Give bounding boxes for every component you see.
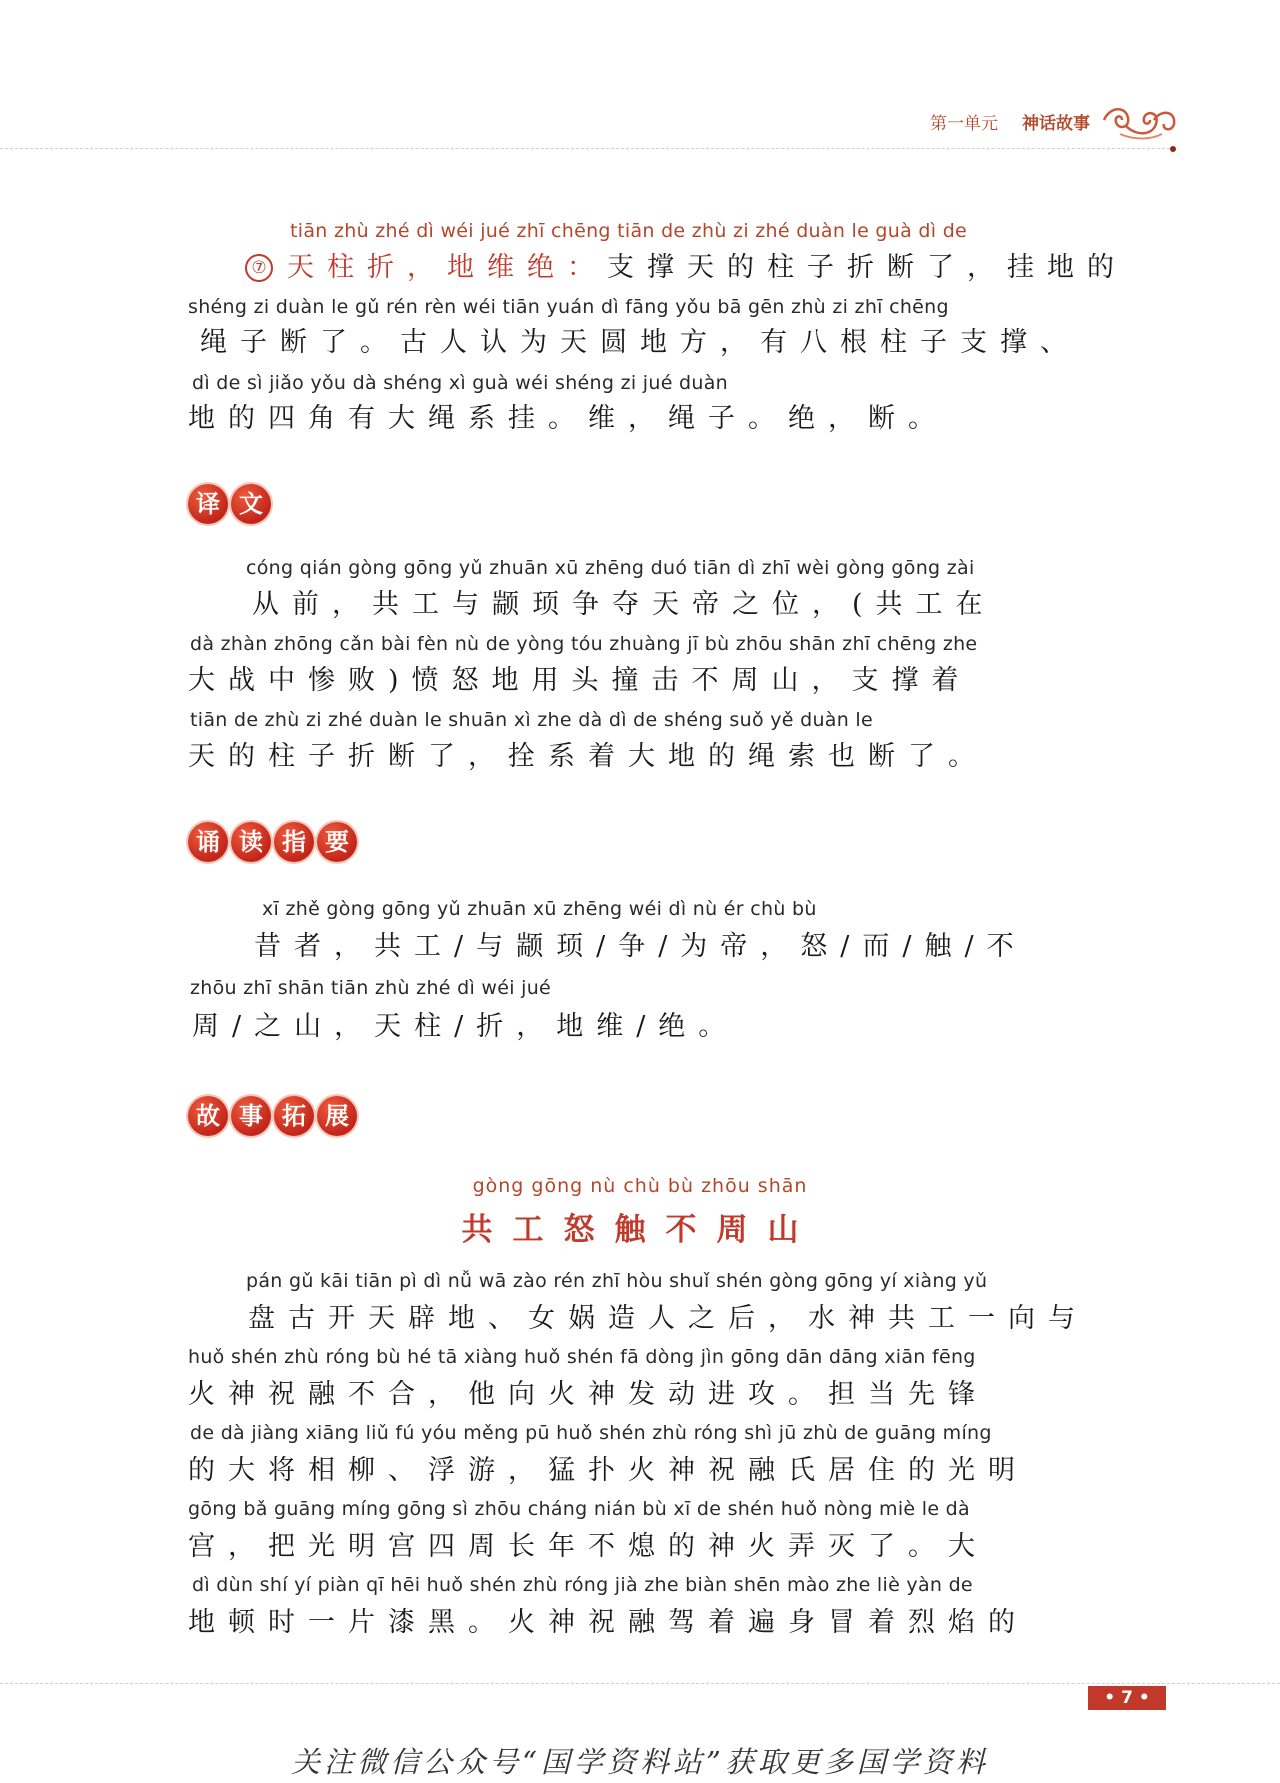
translation-pinyin-line: tiān de zhù zi zhé duàn le shuān xì zhe dà dì de shéng suǒ yě duàn le (190, 709, 873, 731)
badge-char: 事 (231, 1096, 271, 1136)
story-text-line: 地顿时一片漆黑。火神祝融驾着遍身冒着烈焰的 (188, 1607, 1028, 1638)
story-title-pinyin: gòng gōng nù chù bù zhōu shān (472, 1175, 808, 1197)
header-divider (0, 148, 1175, 149)
annotation-pinyin-line: tiān zhù zhé dì wéi jué zhī chēng tiān de zhù zi zhé duàn le guà dì de (290, 220, 968, 242)
story-pinyin-line: pán gǔ kāi tiān pì dì nǚ wā zào rén zhī hòu shuǐ shén gòng gōng yí xiàng yǔ (246, 1270, 988, 1292)
badge-char: 要 (317, 822, 357, 862)
annotation-number: ⑦ (245, 254, 273, 282)
story-pinyin-line: de dà jiàng xiāng liǔ fú yóu měng pū huǒ shén zhù róng shì jū zhù de guāng míng (190, 1422, 992, 1444)
story-pinyin-line: gōng bǎ guāng míng gōng sì zhōu cháng nián bù xī de shén huǒ nòng miè le dà (188, 1498, 970, 1520)
annotation-text-line: 绳子断了。古人认为天圆地方，有八根柱子支撑、 (200, 327, 1080, 358)
header-dot (1170, 146, 1176, 152)
section-badge-translation (188, 484, 271, 524)
badge-char: 展 (317, 1096, 357, 1136)
translation-pinyin-line: dà zhàn zhōng cǎn bài fèn nù de yòng tóu zhuàng jī bù zhōu shān zhī chēng zhe (190, 633, 978, 655)
story-text-line: 的大将相柳、浮游，猛扑火神祝融氏居住的光明 (188, 1455, 1028, 1486)
annotation-text-line (245, 245, 1127, 284)
story-pinyin-line: huǒ shén zhù róng bù hé tā xiàng huǒ shén fā dòng jìn gōng dān dāng xiān fēng (188, 1346, 976, 1368)
reading-pinyin-line: zhōu zhī shān tiān zhù zhé dì wéi jué (190, 977, 552, 999)
story-text-line: 盘古开天辟地、女娲造人之后，水神共工一向与 (248, 1303, 1088, 1334)
reading-text-line: 昔者，共工/与颛顼/争/为帝，怒/而/触/不 (254, 931, 1027, 962)
section-badge-reading (188, 822, 357, 862)
translation-pinyin-line: cóng qián gòng gōng yǔ zhuān xū zhēng duó tiān dì zhī wèi gòng gōng zài (246, 557, 975, 579)
annotation-text-line: 地的四角有大绳系挂。维，绳子。绝，断。 (188, 403, 948, 434)
unit-label: 第一单元 (930, 114, 998, 134)
badge-char: 故 (188, 1096, 228, 1136)
story-title: 共工怒触不周山 (461, 1212, 819, 1248)
badge-char: 指 (274, 822, 314, 862)
annotation-pinyin-line: shéng zi duàn le gǔ rén rèn wéi tiān yuán dì fāng yǒu bā gēn zhù zi zhī chēng (188, 296, 949, 318)
footer-divider (0, 1683, 1280, 1684)
translation-text-line: 大战中惨败)愤怒地用头撞击不周山，支撑着 (188, 665, 972, 696)
badge-char: 读 (231, 822, 271, 862)
story-text-line: 火神祝融不合，他向火神发动进攻。担当先锋 (188, 1379, 988, 1410)
annotation-pinyin-line: dì de sì jiǎo yǒu dà shéng xì guà wéi shéng zi jué duàn (192, 372, 729, 394)
story-text-line: 宫，把光明宫四周长年不熄的神火弄灭了。大 (188, 1531, 988, 1562)
badge-char: 译 (188, 484, 228, 524)
cloud-ornament-icon (1100, 100, 1178, 142)
watermark-text: 关注微信公众号“国学资料站”获取更多国学资料 (291, 1745, 989, 1779)
story-pinyin-line: dì dùn shí yí piàn qī hēi huǒ shén zhù róng jià zhe biàn shēn mào zhe liè yàn de (192, 1574, 973, 1596)
page-number: • 7 • (1088, 1686, 1166, 1710)
translation-text-line: 从前，共工与颛顼争夺天帝之位，(共工在 (252, 589, 996, 620)
translation-text-line: 天的柱子折断了，拴系着大地的绳索也断了。 (188, 741, 988, 772)
annotation-term: 天柱折，地维绝： (287, 252, 607, 283)
badge-char: 文 (231, 484, 271, 524)
reading-pinyin-line: xī zhě gòng gōng yǔ zhuān xū zhēng wéi dì nù ér chù bù (262, 898, 817, 920)
chapter-title: 神话故事 (1022, 114, 1090, 134)
badge-char: 诵 (188, 822, 228, 862)
section-badge-extension (188, 1096, 357, 1136)
badge-char: 拓 (274, 1096, 314, 1136)
annotation-definition: 支撑天的柱子折断了，挂地的 (607, 252, 1127, 283)
reading-text-line: 周/之山，天柱/折，地维/绝。 (192, 1011, 739, 1042)
